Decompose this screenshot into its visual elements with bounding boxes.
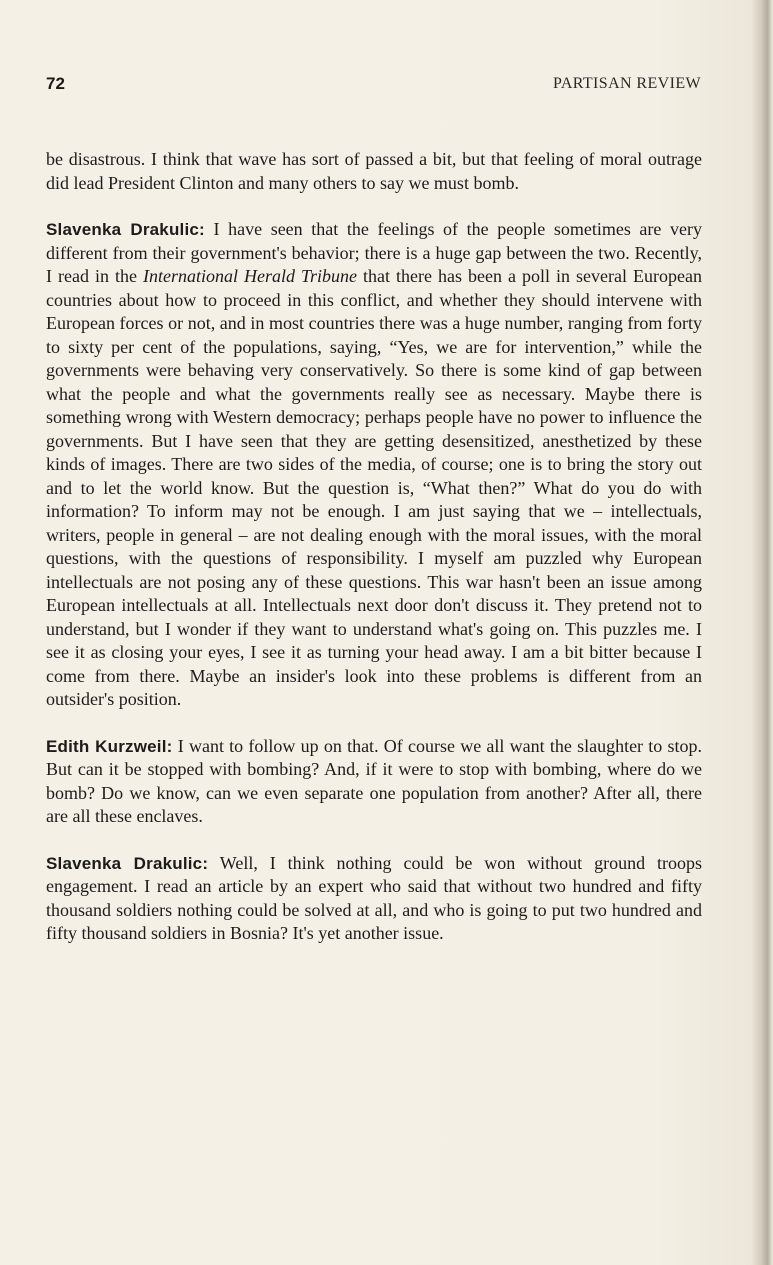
paragraph-drakulic-1 — [46, 218, 702, 712]
page-number: 72 — [46, 74, 65, 93]
speaker-name: Slavenka Drakulic: — [46, 853, 209, 873]
running-head: PARTISAN REVIEW — [552, 75, 701, 92]
paragraph-continuation — [46, 148, 702, 195]
paragraph-text: be disastrous. I think that wave has sort of passed a bit, but that feeling of moral outrage did lead President Clinton and many others to say we must bomb. — [46, 149, 702, 193]
paragraph-text: Well, I think nothing could be won without ground troops engagement. I read an article by an expert who said that without two hundred and fifty thousand soldiers nothing could be solved at all, and who is going to put two hundred and fifty thousand soldiers in Bosnia? It's yet another issue. — [46, 852, 702, 943]
paragraph-text: I have seen that the feelings of the people sometimes are very different from their government's behavior; there is a huge gap between the two. Recently, I read in the — [46, 219, 702, 286]
paragraph-drakulic-2 — [46, 852, 702, 946]
paragraph-text: I want to follow up on that. Of course we all want the slaughter to stop. But can it be stopped with bombing? And, if it were to stop with bombing, where do we bomb? Do we know, can we even separate one population from another? After all, there are all these enclaves. — [46, 735, 703, 826]
page-header — [46, 74, 701, 96]
speaker-name: Slavenka Drakulic: — [46, 220, 205, 239]
speaker-name: Edith Kurzweil: — [46, 736, 173, 756]
body-text — [46, 148, 702, 946]
publication-title: International Herald Tribune — [143, 266, 358, 286]
paragraph-kurzweil — [46, 735, 702, 829]
page-edge-shadow — [751, 0, 773, 1265]
paragraph-text: that there has been a poll in several European countries about how to proceed in this conflict, and whether they should intervene with European forces or not, and in most countries there was a huge number, ranging from forty to sixty per cent of the populations, saying, “Yes, we are for intervention,” while the governments were behaving very conservatively. So there is some kind of gap between what the people and what the governments really see as necessary. Maybe there is something wrong with Western democracy; perhaps people have no power to influence the governments. But I have seen that they are getting desensitized, anesthetized by these kinds of images. There are two sides of the media, of course; one is to bring the story out and to let the world know. But the question is, “What then?” What do you do with information? To inform may not be enough. I am just saying that we – intellectuals, writers, people in general – are not dealing enough with the moral issues, with the moral questions, with the questions of responsibility. I myself am puzzled why European intellectuals are not posing any of these questions. This war hasn't been an issue among European intellectuals at all. Intellectuals next door don't discuss it. They pretend not to understand, but I wonder if they want to understand what's going on. This puzzles me. I see it as closing your eyes, I see it as turning your head away. I am a bit bitter because I come from there. Maybe an insider's look into these problems is different from an outsider's position. — [46, 266, 702, 709]
